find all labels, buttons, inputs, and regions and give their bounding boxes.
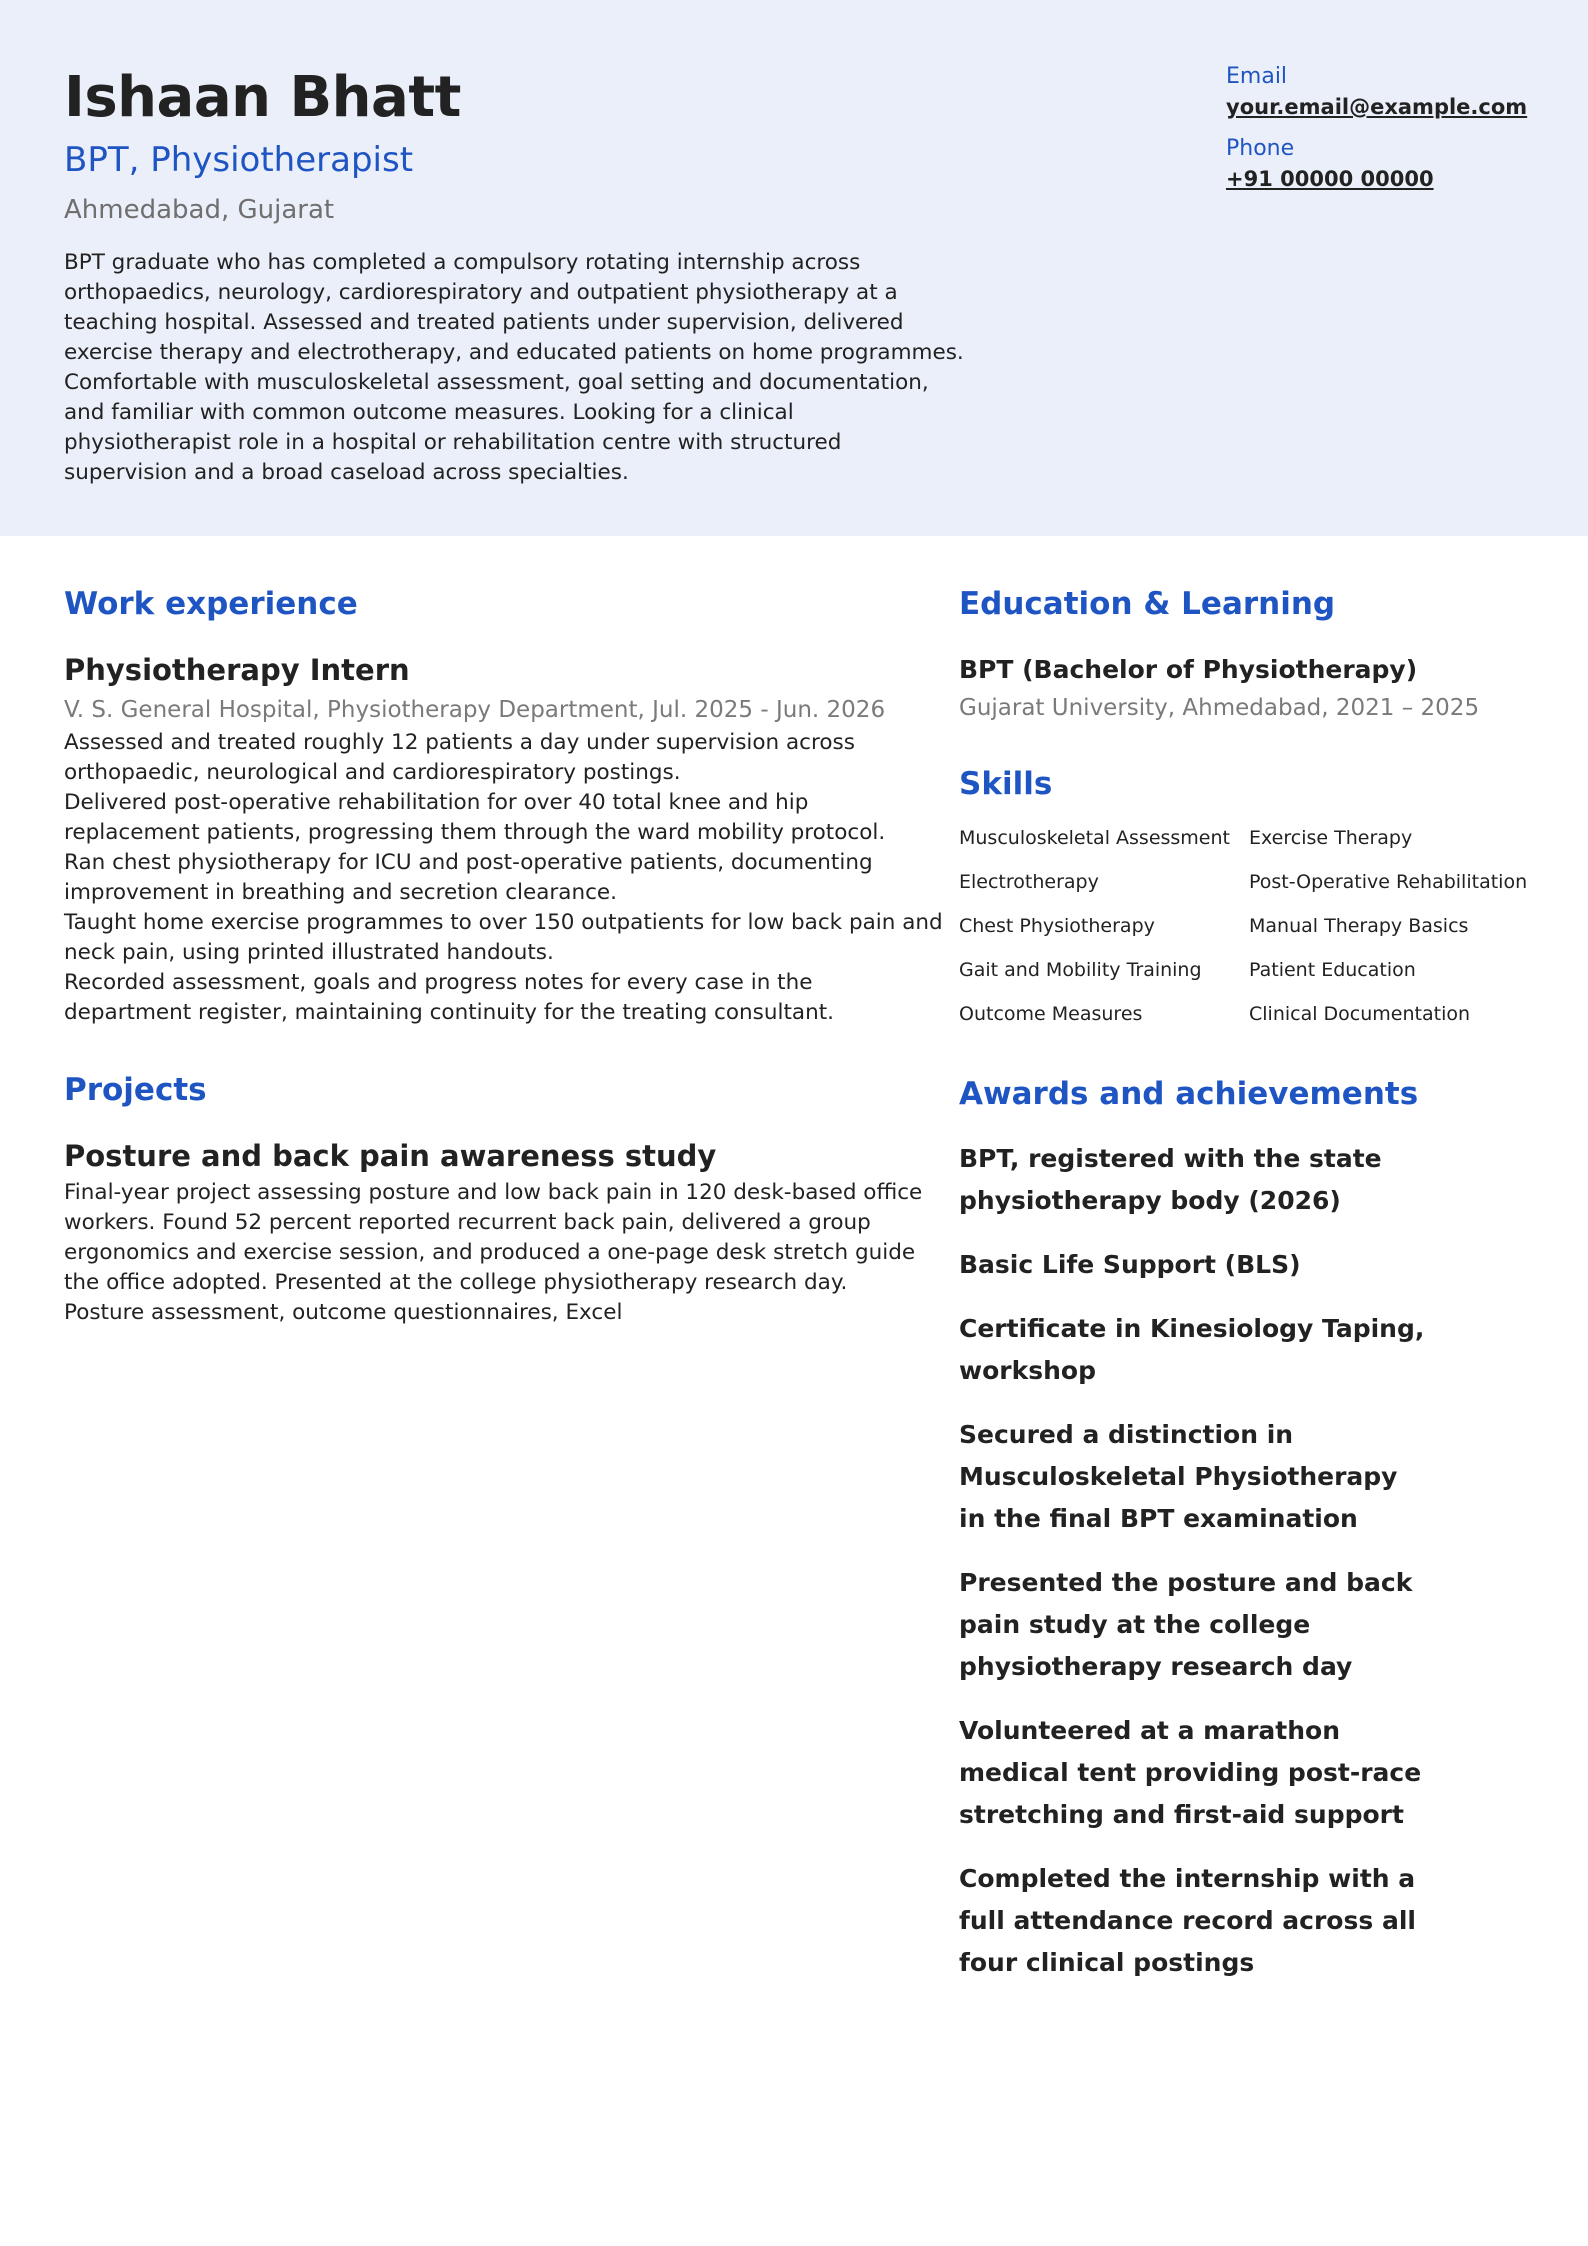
job-bullet: Recorded assessment, goals and progress notes for every case in the department register, maintaining continuity for the treating consultant. — [64, 970, 834, 1025]
candidate-location: Ahmedabad, Gujarat — [64, 195, 335, 225]
skill-item: Patient Education — [1249, 959, 1416, 981]
skill-item: Gait and Mobility Training — [959, 959, 1202, 981]
award-item: Volunteered at a marathon medical tent providing post-race stretching and first-aid support — [959, 1716, 1422, 1829]
work-section-title: Work experience — [64, 586, 358, 622]
education-degree: BPT (Bachelor of Physiotherapy) — [959, 655, 1418, 684]
award-item: Presented the posture and back pain study at the college physiotherapy research day — [959, 1568, 1413, 1681]
left-column — [64, 582, 944, 1328]
skill-item: Post-Operative Rehabilitation — [1249, 871, 1528, 893]
skill-item: Clinical Documentation — [1249, 1003, 1471, 1025]
skill-item: Outcome Measures — [959, 1003, 1143, 1025]
project-tools: Posture assessment, outcome questionnaires, Excel — [64, 1300, 623, 1325]
award-item: Completed the internship with a full attendance record across all four clinical postings — [959, 1864, 1416, 1977]
award-item: Basic Life Support (BLS) — [959, 1250, 1301, 1279]
right-column — [959, 582, 1559, 1984]
award-item: Secured a distinction in Musculoskeletal Physiotherapy in the final BPT examination — [959, 1420, 1398, 1533]
header-panel — [0, 0, 1588, 536]
projects-section-title: Projects — [64, 1072, 207, 1108]
skill-item: Chest Physiotherapy — [959, 915, 1155, 937]
job-bullet: Assessed and treated roughly 12 patients a day under supervision across orthopaedic, neurological and cardiorespiratory postings. — [64, 730, 855, 785]
skill-item: Exercise Therapy — [1249, 827, 1413, 849]
job-meta: V. S. General Hospital, Physiotherapy Department, Jul. 2025 - Jun. 2026 — [64, 697, 886, 723]
phone-label: Phone — [1226, 136, 1295, 161]
job-bullet: Delivered post-operative rehabilitation for over 40 total knee and hip replacement patients, progressing them through the ward mobility protocol. — [64, 790, 886, 845]
education-section-title: Education & Learning — [959, 586, 1336, 622]
candidate-role: BPT, Physiotherapist — [64, 140, 414, 180]
project-description: Final-year project assessing posture and low back pain in 120 desk-based office workers. Found 52 percent reported recurrent back pain, delivered a group ergonomics and exercise session, and produced a one-page desk stretch guide the office adopted. Presented at the college physiotherapy research day. — [64, 1180, 923, 1295]
profile-summary: BPT graduate who has completed a compulsory rotating internship across orthopaedics, neurology, cardiorespiratory and outpatient physiotherapy at a teaching hospital. Assessed and treated patients under supervision, delivered exercise therapy and electrotherapy, and educated patients on home programmes. Comfortable with musculoskeletal assessment, goal setting and documentation, and familiar with common outcome measures. Looking for a clinical physiotherapist role in a hospital or rehabilitation centre with structured supervision and a broad caseload across specialties. — [64, 250, 964, 485]
phone-link[interactable]: +91 00000 00000 — [1226, 167, 1434, 191]
education-meta: Gujarat University, Ahmedabad, 2021 – 2025 — [959, 695, 1480, 721]
skill-item: Musculoskeletal Assessment — [959, 827, 1230, 849]
award-item: Certificate in Kinesiology Taping, workshop — [959, 1314, 1425, 1385]
job-bullet: Taught home exercise programmes to over 150 outpatients for low back pain and neck pain, using printed illustrated handouts. — [64, 910, 943, 965]
skills-section-title: Skills — [959, 766, 1053, 802]
candidate-name: Ishaan Bhatt — [64, 65, 461, 130]
email-label: Email — [1226, 64, 1288, 89]
award-item: BPT, registered with the state physiotherapy body (2026) — [959, 1144, 1382, 1215]
awards-section-title: Awards and achievements — [959, 1076, 1419, 1112]
skills-grid — [959, 824, 1559, 1044]
email-link[interactable]: your.email@example.com — [1226, 95, 1528, 119]
job-title: Physiotherapy Intern — [64, 653, 410, 687]
project-title: Posture and back pain awareness study — [64, 1139, 717, 1173]
job-bullet: Ran chest physiotherapy for ICU and post-operative patients, documenting improvement in breathing and secretion clearance. — [64, 850, 873, 905]
skill-item: Manual Therapy Basics — [1249, 915, 1469, 937]
contact-block — [1226, 62, 1566, 206]
skill-item: Electrotherapy — [959, 871, 1099, 893]
job-bullets — [64, 728, 944, 1028]
